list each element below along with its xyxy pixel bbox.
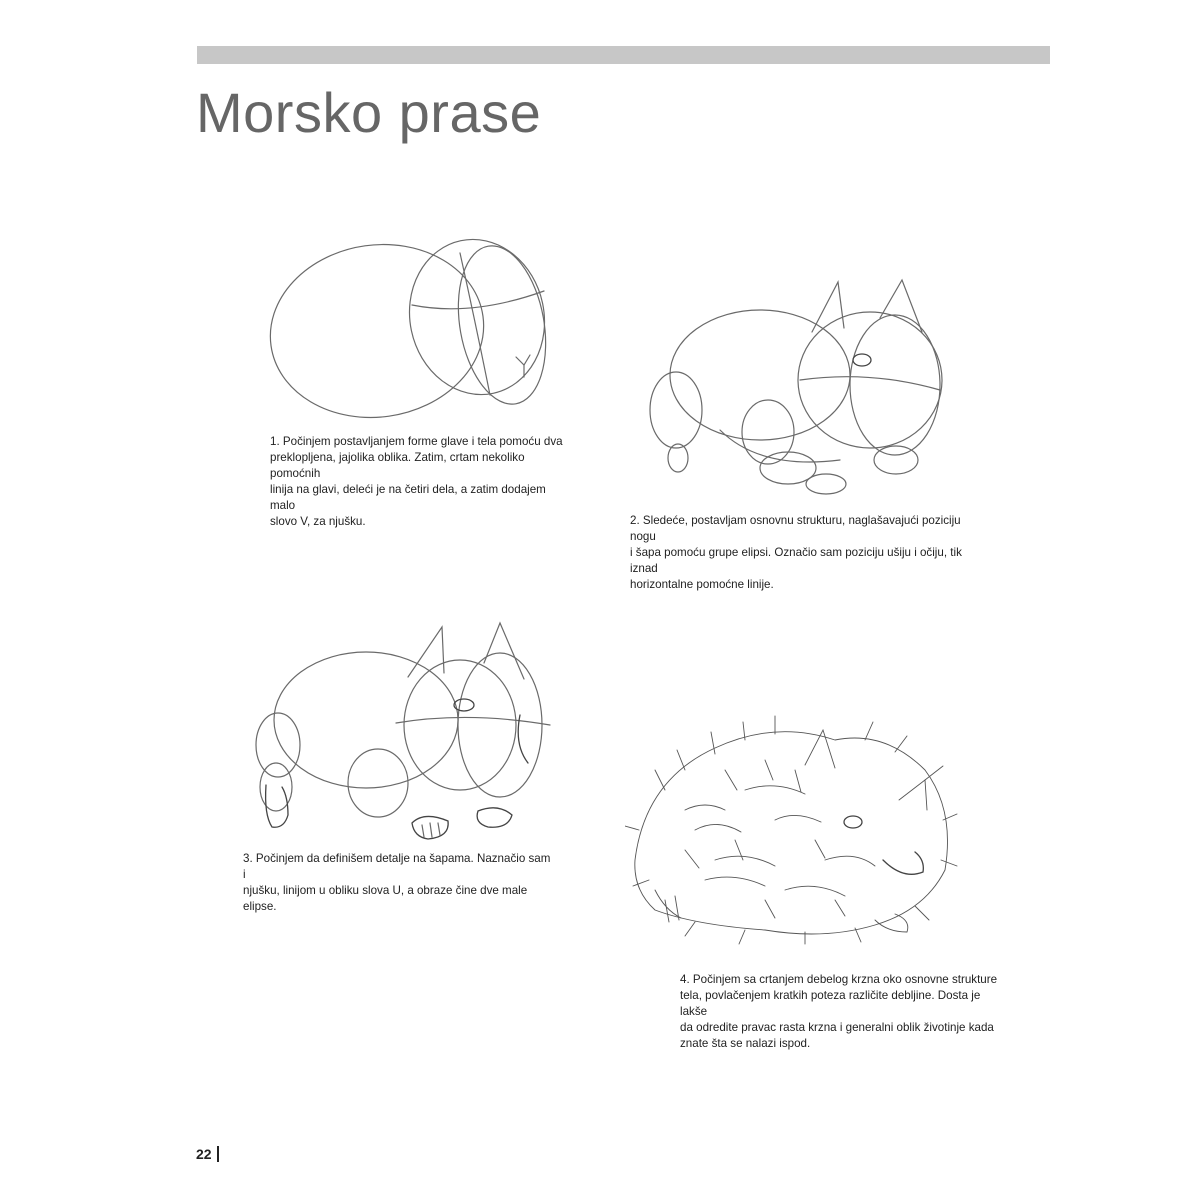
step-4-caption: 4. Počinjem sa crtanjem debelog krzna oko osnovne strukture tela, povlačenjem kratkih poteza različite debljine. Dosta je lakše da odredite pravac rasta krzna i generalni oblik životinje kada znate šta se nalazi ispod. (680, 973, 998, 1050)
page-title: Morsko prase (196, 81, 542, 144)
step-3-sketch (238, 615, 558, 847)
page-number-separator (217, 1146, 219, 1162)
step-2-sketch (640, 270, 960, 505)
header-bar (197, 46, 1050, 64)
step-2-caption: 2. Sledeće, postavljam osnovnu strukturu, naglašavajući poziciju nogu i šapa pomoću grupe elipsi. Označio sam poziciju ušiju i očiju, tik iznad horizontalne pomoćne linije. (630, 514, 962, 591)
page-number: 22 (196, 1146, 219, 1162)
step-4-sketch (625, 710, 960, 945)
step-3-caption: 3. Počinjem da definišem detalje na šapama. Naznačio sam i njušku, linijom u obliku slova U, a obraze čine dve male elipse. (243, 852, 551, 913)
step-1-caption: 1. Počinjem postavljanjem forme glave i tela pomoću dva preklopljena, jajolika oblika. Zatim, crtam nekoliko pomoćnih linija na glavi, deleći je na četiri dela, a zatim dodajem malo slovo V, za njušku. (270, 435, 563, 528)
step-1-sketch (262, 235, 562, 420)
